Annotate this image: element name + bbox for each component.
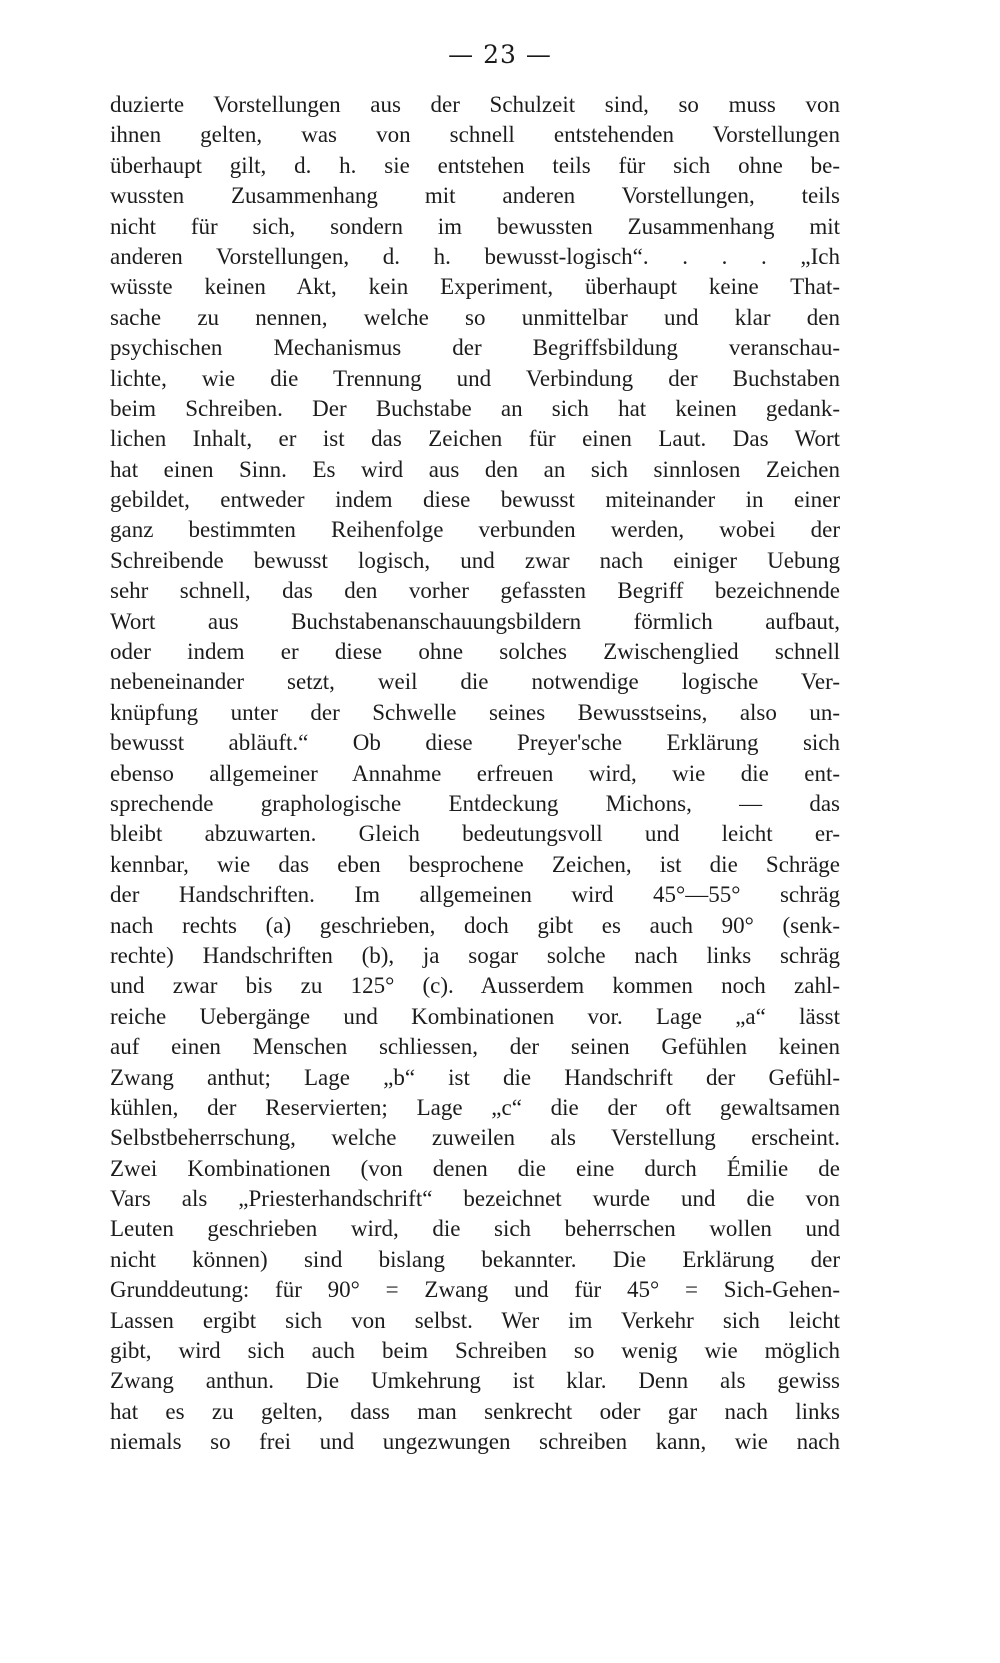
- text-line: ganz bestimmten Reihenfolge verbunden werden, wobei der: [110, 517, 840, 543]
- text-line: knüpfung unter der Schwelle seines Bewusstseins, also un-: [110, 699, 840, 725]
- text-line: Zwang anthun. Die Umkehrung ist klar. Denn als gewiss: [110, 1368, 840, 1394]
- text-line: hat es zu gelten, dass man senkrecht oder gar nach links: [110, 1398, 840, 1424]
- text-line: sprechende graphologische Entdeckung Michons, — das: [110, 790, 840, 816]
- text-line: gebildet, entweder indem diese bewusst miteinander in einer: [110, 487, 840, 513]
- text-line: nach rechts (a) geschrieben, doch gibt es auch 90° (senk-: [110, 912, 840, 938]
- text-line: sache zu nennen, welche so unmittelbar und klar den: [110, 304, 840, 330]
- text-line: nicht können) sind bislang bekannter. Die Erklärung der: [110, 1246, 840, 1272]
- text-line: Zwei Kombinationen (von denen die eine durch Émilie de: [110, 1155, 840, 1181]
- text-line: rechte) Handschriften (b), ja sogar solche nach links schräg: [110, 942, 840, 968]
- text-line: Leuten geschrieben wird, die sich beherrschen wollen und: [110, 1216, 840, 1242]
- page-number: — 23 —: [448, 40, 552, 69]
- text-line: auf einen Menschen schliessen, der seinen Gefühlen keinen: [110, 1034, 840, 1060]
- text-line: reiche Uebergänge und Kombinationen vor. Lage „a“ lässt: [110, 1003, 840, 1029]
- text-line: kennbar, wie das eben besprochene Zeichen, ist die Schräge: [110, 851, 840, 877]
- text-line: wüsste keinen Akt, kein Experiment, überhaupt keine That-: [110, 274, 840, 300]
- text-line: psychischen Mechanismus der Begriffsbildung veranschau-: [110, 335, 840, 361]
- text-line: bleibt abzuwarten. Gleich bedeutungsvoll und leicht er-: [110, 821, 840, 847]
- text-line: Grunddeutung: für 90° = Zwang und für 45° = Sich-Gehen-: [110, 1277, 840, 1303]
- text-line: gibt, wird sich auch beim Schreiben so wenig wie möglich: [110, 1338, 840, 1364]
- text-line: Zwang anthut; Lage „b“ ist die Handschrift der Gefühl-: [110, 1064, 840, 1090]
- text-line: nicht für sich, sondern im bewussten Zusammenhang mit: [110, 213, 840, 239]
- text-line: überhaupt gilt, d. h. sie entstehen teils für sich ohne be-: [110, 152, 840, 178]
- text-line: kühlen, der Reservierten; Lage „c“ die der oft gewaltsamen: [110, 1094, 840, 1120]
- text-line: lichte, wie die Trennung und Verbindung der Buchstaben: [110, 365, 840, 391]
- text-line: oder indem er diese ohne solches Zwischenglied schnell: [110, 639, 840, 665]
- text-line: niemals so frei und ungezwungen schreiben kann, wie nach: [110, 1429, 840, 1455]
- text-line: wussten Zusammenhang mit anderen Vorstellungen, teils: [110, 183, 840, 209]
- text-line: nebeneinander setzt, weil die notwendige logische Ver-: [110, 669, 840, 695]
- text-line: hat einen Sinn. Es wird aus den an sich sinnlosen Zeichen: [110, 456, 840, 482]
- text-line: Schreibende bewusst logisch, und zwar nach einiger Uebung: [110, 547, 840, 573]
- text-line: der Handschriften. Im allgemeinen wird 45°—55° schräg: [110, 882, 840, 908]
- text-line: anderen Vorstellungen, d. h. bewusst-logisch“. . . . „Ich: [110, 243, 840, 269]
- text-line: ebenso allgemeiner Annahme erfreuen wird, wie die ent-: [110, 760, 840, 786]
- text-line: lichen Inhalt, er ist das Zeichen für einen Laut. Das Wort: [110, 426, 840, 452]
- text-line: Selbstbeherrschung, welche zuweilen als Verstellung erscheint.: [110, 1125, 840, 1151]
- text-line: Wort aus Buchstabenanschauungsbildern förmlich aufbaut,: [110, 608, 840, 634]
- body-text: [110, 90, 840, 1458]
- text-line: sehr schnell, das den vorher gefassten Begriff bezeichnende: [110, 578, 840, 604]
- text-line: bewusst abläuft.“ Ob diese Preyer'sche Erklärung sich: [110, 730, 840, 756]
- text-line: ihnen gelten, was von schnell entstehenden Vorstellungen: [110, 122, 840, 148]
- text-line: und zwar bis zu 125° (c). Ausserdem kommen noch zahl-: [110, 973, 840, 999]
- text-line: Lassen ergibt sich von selbst. Wer im Verkehr sich leicht: [110, 1307, 840, 1333]
- text-line: beim Schreiben. Der Buchstabe an sich hat keinen gedank-: [110, 395, 840, 421]
- text-line: duzierte Vorstellungen aus der Schulzeit sind, so muss von: [110, 92, 840, 117]
- text-line: Vars als „Priesterhandschrift“ bezeichnet wurde und die von: [110, 1186, 840, 1212]
